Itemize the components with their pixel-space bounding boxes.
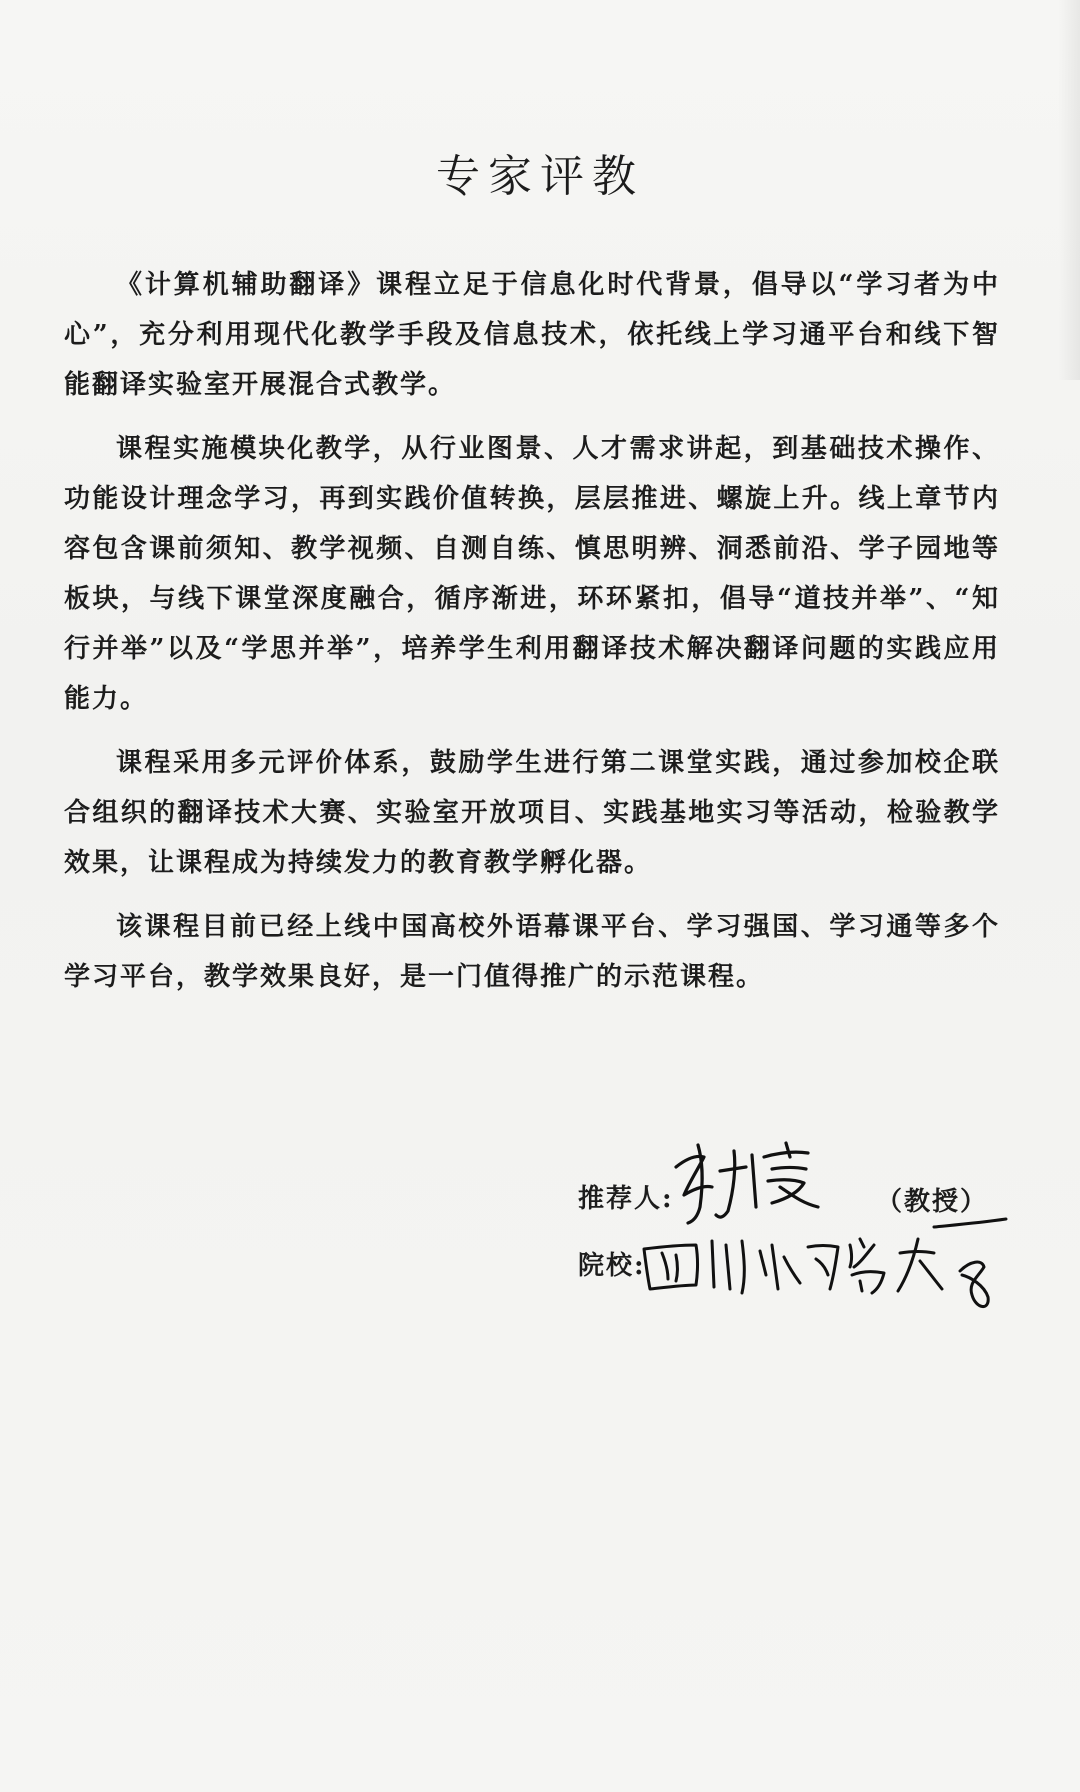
document-title: 专家评教 bbox=[436, 151, 644, 202]
paragraph-3: 课程采用多元评价体系，鼓励学生进行第二课堂实践，通过参加校企联合组织的翻译技术大赛、实验室开放项目、实践基地实习等活动，检验教学效果，让课程成为持续发力的教育教学孵化器。 bbox=[64, 748, 1000, 878]
recommender-title: （教授） bbox=[876, 1187, 989, 1217]
paragraph-1: 《计算机辅助翻译》课程立足于信息化时代背景，倡导以“学习者为中心”，充分利用现代化教学手段及信息技术，依托线上学习通平台和线下智能翻译实验室开展混合式教学。 bbox=[64, 270, 1000, 400]
paragraph-4: 该课程目前已经上线中国高校外语幕课平台、学习强国、学习通等多个学习平台，教学效果良好，是一门值得推广的示范课程。 bbox=[64, 912, 1000, 992]
school-label: 院校: bbox=[578, 1251, 646, 1281]
school-signature bbox=[638, 1205, 1038, 1325]
paragraph-2: 课程实施模块化教学，从行业图景、人才需求讲起，到基础技术操作、功能设计理念学习，再到实践价值转换，层层推进、螺旋上升。线上章节内容包含课前须知、教学视频、自测自练、慎思明辨、洞悉前沿、学子园地等板块，与线下课堂深度融合，循序渐进，环环紧扣，倡导“道技并举”、“知行并举”以及“学思并举”，培养学生利用翻译技术解决翻译问题的实践应用能力。 bbox=[64, 434, 1000, 714]
signature-block bbox=[578, 1145, 1038, 1315]
recommender-label: 推荐人: bbox=[578, 1184, 674, 1214]
document-body bbox=[64, 260, 1000, 1016]
